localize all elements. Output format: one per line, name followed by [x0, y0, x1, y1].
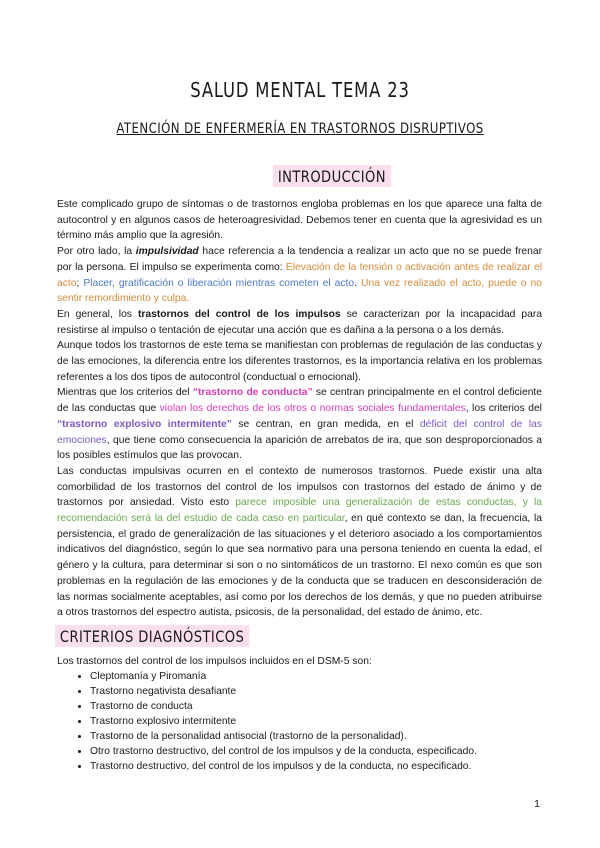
- list-item: • Trastorno negativista desafiante: [90, 684, 542, 699]
- violan-derechos-phrase: violan los derechos de los otros o normas sociales fundamentales: [159, 403, 466, 415]
- text-span: ;: [76, 277, 84, 289]
- list-item: • Trastorno explosivo intermitente: [90, 714, 542, 729]
- text-span: se caracterizan por la incapacidad para resistirse al impulso o tentación de ejecutar una acción que es dañina a la persona o a los demás.: [57, 308, 542, 336]
- paragraph-3: [57, 307, 542, 338]
- list-item: • Trastorno destructivo, del control de los impulsos y de la conducta, no especificado.: [90, 759, 542, 774]
- text-span: .: [354, 277, 362, 289]
- text-span: se centran principalmente en el control deficiente de las conductas que: [57, 387, 543, 415]
- paragraph-1: Este complicado grupo de síntomas o de trastornos engloba problemas en los que aparece una falta de autocontrol y en algunos casos de heteroagresividad. Debemos tener en cuenta que la agresividad es un término más amplio que la agresión.: [57, 199, 542, 242]
- text-span: Por otro lado, la: [57, 246, 136, 258]
- introduction-body: [57, 197, 542, 621]
- text-span: se centran, en gran medida, en el: [231, 418, 420, 430]
- list-item: • Trastorno de conducta: [90, 699, 542, 714]
- text-span: hace referencia a la tendencia a realizar un acto que no se puede frenar por la persona. El impulso se experimenta como:: [57, 246, 542, 273]
- paragraph-4: Aunque todos los trastornos de este tema se manifiestan con problemas de regulación de las conductas y de las emociones, la diferencia entre los diferentes trastornos, es la importancia relativa en los problemas referentes a los dos tipos de autocontrol (conductual o emocional).: [57, 340, 542, 383]
- trastorno-conducta-term: “trastorno de conducta”: [192, 387, 313, 399]
- page-number: 1: [534, 798, 540, 810]
- section-heading-introduccion: INTRODUCCIÓN: [273, 165, 391, 187]
- trastornos-control-term: trastornos del control de los impulsos: [137, 308, 341, 320]
- text-span: En general, los: [57, 308, 138, 320]
- tension-phrase: Elevación de la tensión o activación antes de realizar el acto: [57, 261, 542, 289]
- trastorno-explosivo-term: “trastorno explosivo intermitente”: [57, 418, 232, 430]
- criteria-section: [57, 654, 542, 774]
- deficit-control-phrase: déficit del control de las emociones: [57, 418, 542, 446]
- text-span: , los criterios del: [465, 403, 542, 415]
- criteria-intro: Los trastornos del control de los impulsos incluidos en el DSM-5 son:: [57, 656, 372, 667]
- section-heading-criterios: CRITERIOS DIAGNÓSTICOS: [55, 625, 249, 647]
- generalizacion-phrase: parece imposible una generalización de estas conductas, y la recomendación será la del estudio de cada caso en particular: [57, 497, 542, 525]
- text-span: Las conductas impulsivas ocurren en el contexto de numerosos trastornos. Puede existir una alta comorbilidad de los trastornos del control de los impulsos con trastornos del estado de ánimo y de trastornos por ansiedad. Visto esto: [57, 465, 542, 509]
- document-subtitle: ATENCIÓN DE ENFERMERÍA EN TRASTORNOS DISRUPTIVOS: [116, 121, 484, 137]
- criteria-list: [57, 669, 542, 774]
- text-span: , que tiene como consecuencia la aparición de arrebatos de ira, que son desproporcionados a los posibles estímulos que las provocan.: [57, 434, 542, 462]
- text-span: , en qué contexto se dan, la frecuencia, la persistencia, el grado de generalización de las situaciones y el deterioro asociado a los comportamientos indicativos del diagnóstico, según lo que sea normativo para una persona teniendo en cuenta la edad, el género y la cultura, para determinar si son o no sintomáticos de un trastorno. El nexo común es que son problemas en la regulación de las emociones y de la conducta que se traducen en desconsideración de las normas socialmente aceptables, así como por los derechos de los demás, y que no pueden atribuirse a otros trastornos del espectro autista, psicosis, de la personalidad, del estado de ánimo, etc.: [57, 513, 543, 619]
- list-item: • Cleptomanía y Piromanía: [90, 669, 542, 684]
- placer-phrase: Placer, gratificación o liberación mientras cometen el acto: [83, 277, 355, 289]
- impulsividad-term: impulsividad: [135, 246, 199, 258]
- list-item: • Otro trastorno destructivo, del control de los impulsos y de la conducta, especificado.: [90, 744, 542, 759]
- document-title: SALUD MENTAL TEMA 23: [190, 78, 410, 102]
- list-item: • Trastorno de la personalidad antisocial (trastorno de la personalidad).: [90, 729, 542, 744]
- text-span: Mientras que los criterios del: [57, 387, 193, 399]
- remordimiento-phrase: Una vez realizado el acto, puede o no sentir remordimiento y culpa.: [57, 277, 543, 305]
- paragraph-2: [57, 244, 542, 307]
- paragraph-6: [57, 464, 542, 621]
- paragraph-5: [57, 385, 542, 464]
